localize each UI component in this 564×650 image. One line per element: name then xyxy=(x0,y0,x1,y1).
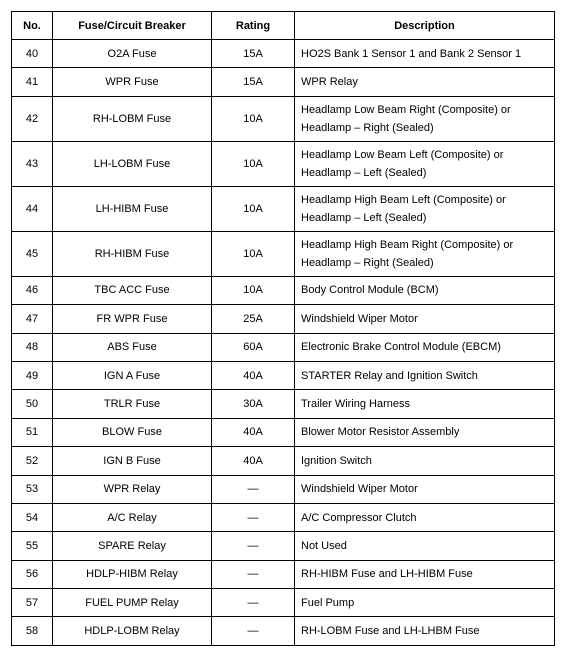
cell-description: Trailer Wiring Harness xyxy=(295,390,555,418)
cell-description: Headlamp High Beam Right (Composite) or Headlamp – Right (Sealed) xyxy=(295,231,555,276)
cell-fuse: HDLP-LOBM Relay xyxy=(53,617,212,645)
header-rating: Rating xyxy=(212,12,295,40)
table-row xyxy=(12,276,555,304)
cell-no: 42 xyxy=(12,96,53,141)
cell-fuse: WPR Relay xyxy=(53,475,212,503)
table-row xyxy=(12,589,555,617)
table-row xyxy=(12,418,555,446)
cell-fuse: BLOW Fuse xyxy=(53,418,212,446)
cell-rating: 10A xyxy=(212,96,295,141)
table-header-row xyxy=(12,12,555,40)
cell-rating: 40A xyxy=(212,418,295,446)
cell-no: 46 xyxy=(12,276,53,304)
cell-rating: 40A xyxy=(212,361,295,389)
cell-fuse: FUEL PUMP Relay xyxy=(53,589,212,617)
cell-fuse: SPARE Relay xyxy=(53,532,212,560)
table-row xyxy=(12,141,555,186)
cell-rating: 40A xyxy=(212,447,295,475)
cell-fuse: O2A Fuse xyxy=(53,40,212,68)
cell-fuse: RH-LOBM Fuse xyxy=(53,96,212,141)
fuse-table-container xyxy=(11,11,555,646)
table-row xyxy=(12,617,555,645)
cell-no: 40 xyxy=(12,40,53,68)
cell-rating: 10A xyxy=(212,141,295,186)
cell-no: 52 xyxy=(12,447,53,475)
cell-fuse: LH-LOBM Fuse xyxy=(53,141,212,186)
cell-fuse: FR WPR Fuse xyxy=(53,305,212,333)
table-row xyxy=(12,503,555,531)
table-row xyxy=(12,68,555,96)
cell-description: Fuel Pump xyxy=(295,589,555,617)
cell-rating: 60A xyxy=(212,333,295,361)
cell-rating: 10A xyxy=(212,276,295,304)
cell-no: 47 xyxy=(12,305,53,333)
cell-description: Headlamp High Beam Left (Composite) or Headlamp – Left (Sealed) xyxy=(295,186,555,231)
cell-rating: — xyxy=(212,617,295,645)
header-fuse: Fuse/Circuit Breaker xyxy=(53,12,212,40)
cell-no: 43 xyxy=(12,141,53,186)
cell-fuse: IGN B Fuse xyxy=(53,447,212,475)
cell-no: 48 xyxy=(12,333,53,361)
table-row xyxy=(12,560,555,588)
cell-description: RH-HIBM Fuse and LH-HIBM Fuse xyxy=(295,560,555,588)
table-row xyxy=(12,40,555,68)
table-row xyxy=(12,447,555,475)
cell-description: Windshield Wiper Motor xyxy=(295,475,555,503)
fuse-table xyxy=(11,11,555,646)
cell-description: Electronic Brake Control Module (EBCM) xyxy=(295,333,555,361)
cell-rating: — xyxy=(212,503,295,531)
cell-fuse: A/C Relay xyxy=(53,503,212,531)
cell-no: 53 xyxy=(12,475,53,503)
cell-description: Windshield Wiper Motor xyxy=(295,305,555,333)
table-row xyxy=(12,475,555,503)
cell-fuse: ABS Fuse xyxy=(53,333,212,361)
cell-no: 44 xyxy=(12,186,53,231)
cell-rating: — xyxy=(212,475,295,503)
cell-no: 56 xyxy=(12,560,53,588)
cell-no: 54 xyxy=(12,503,53,531)
cell-description: Ignition Switch xyxy=(295,447,555,475)
cell-description: Blower Motor Resistor Assembly xyxy=(295,418,555,446)
cell-no: 58 xyxy=(12,617,53,645)
table-row xyxy=(12,231,555,276)
table-row xyxy=(12,333,555,361)
cell-rating: — xyxy=(212,532,295,560)
cell-rating: — xyxy=(212,589,295,617)
cell-rating: 15A xyxy=(212,68,295,96)
table-row xyxy=(12,390,555,418)
header-no: No. xyxy=(12,12,53,40)
cell-description: Headlamp Low Beam Right (Composite) or Headlamp – Right (Sealed) xyxy=(295,96,555,141)
cell-no: 50 xyxy=(12,390,53,418)
cell-fuse: IGN A Fuse xyxy=(53,361,212,389)
cell-fuse: TRLR Fuse xyxy=(53,390,212,418)
cell-description: Not Used xyxy=(295,532,555,560)
table-row xyxy=(12,96,555,141)
cell-no: 45 xyxy=(12,231,53,276)
cell-description: A/C Compressor Clutch xyxy=(295,503,555,531)
cell-description: Body Control Module (BCM) xyxy=(295,276,555,304)
cell-fuse: LH-HIBM Fuse xyxy=(53,186,212,231)
cell-description: Headlamp Low Beam Left (Composite) or Headlamp – Left (Sealed) xyxy=(295,141,555,186)
cell-description: STARTER Relay and Ignition Switch xyxy=(295,361,555,389)
header-description: Description xyxy=(295,12,555,40)
cell-no: 51 xyxy=(12,418,53,446)
cell-no: 55 xyxy=(12,532,53,560)
cell-description: HO2S Bank 1 Sensor 1 and Bank 2 Sensor 1 xyxy=(295,40,555,68)
cell-rating: 25A xyxy=(212,305,295,333)
table-row xyxy=(12,305,555,333)
cell-no: 57 xyxy=(12,589,53,617)
cell-fuse: TBC ACC Fuse xyxy=(53,276,212,304)
cell-description: RH-LOBM Fuse and LH-LHBM Fuse xyxy=(295,617,555,645)
cell-rating: 15A xyxy=(212,40,295,68)
cell-fuse: HDLP-HIBM Relay xyxy=(53,560,212,588)
cell-rating: 10A xyxy=(212,231,295,276)
table-body xyxy=(12,40,555,646)
cell-rating: 10A xyxy=(212,186,295,231)
cell-rating: — xyxy=(212,560,295,588)
table-row xyxy=(12,186,555,231)
cell-rating: 30A xyxy=(212,390,295,418)
cell-description: WPR Relay xyxy=(295,68,555,96)
cell-no: 41 xyxy=(12,68,53,96)
table-row xyxy=(12,532,555,560)
table-row xyxy=(12,361,555,389)
cell-fuse: RH-HIBM Fuse xyxy=(53,231,212,276)
cell-no: 49 xyxy=(12,361,53,389)
cell-fuse: WPR Fuse xyxy=(53,68,212,96)
